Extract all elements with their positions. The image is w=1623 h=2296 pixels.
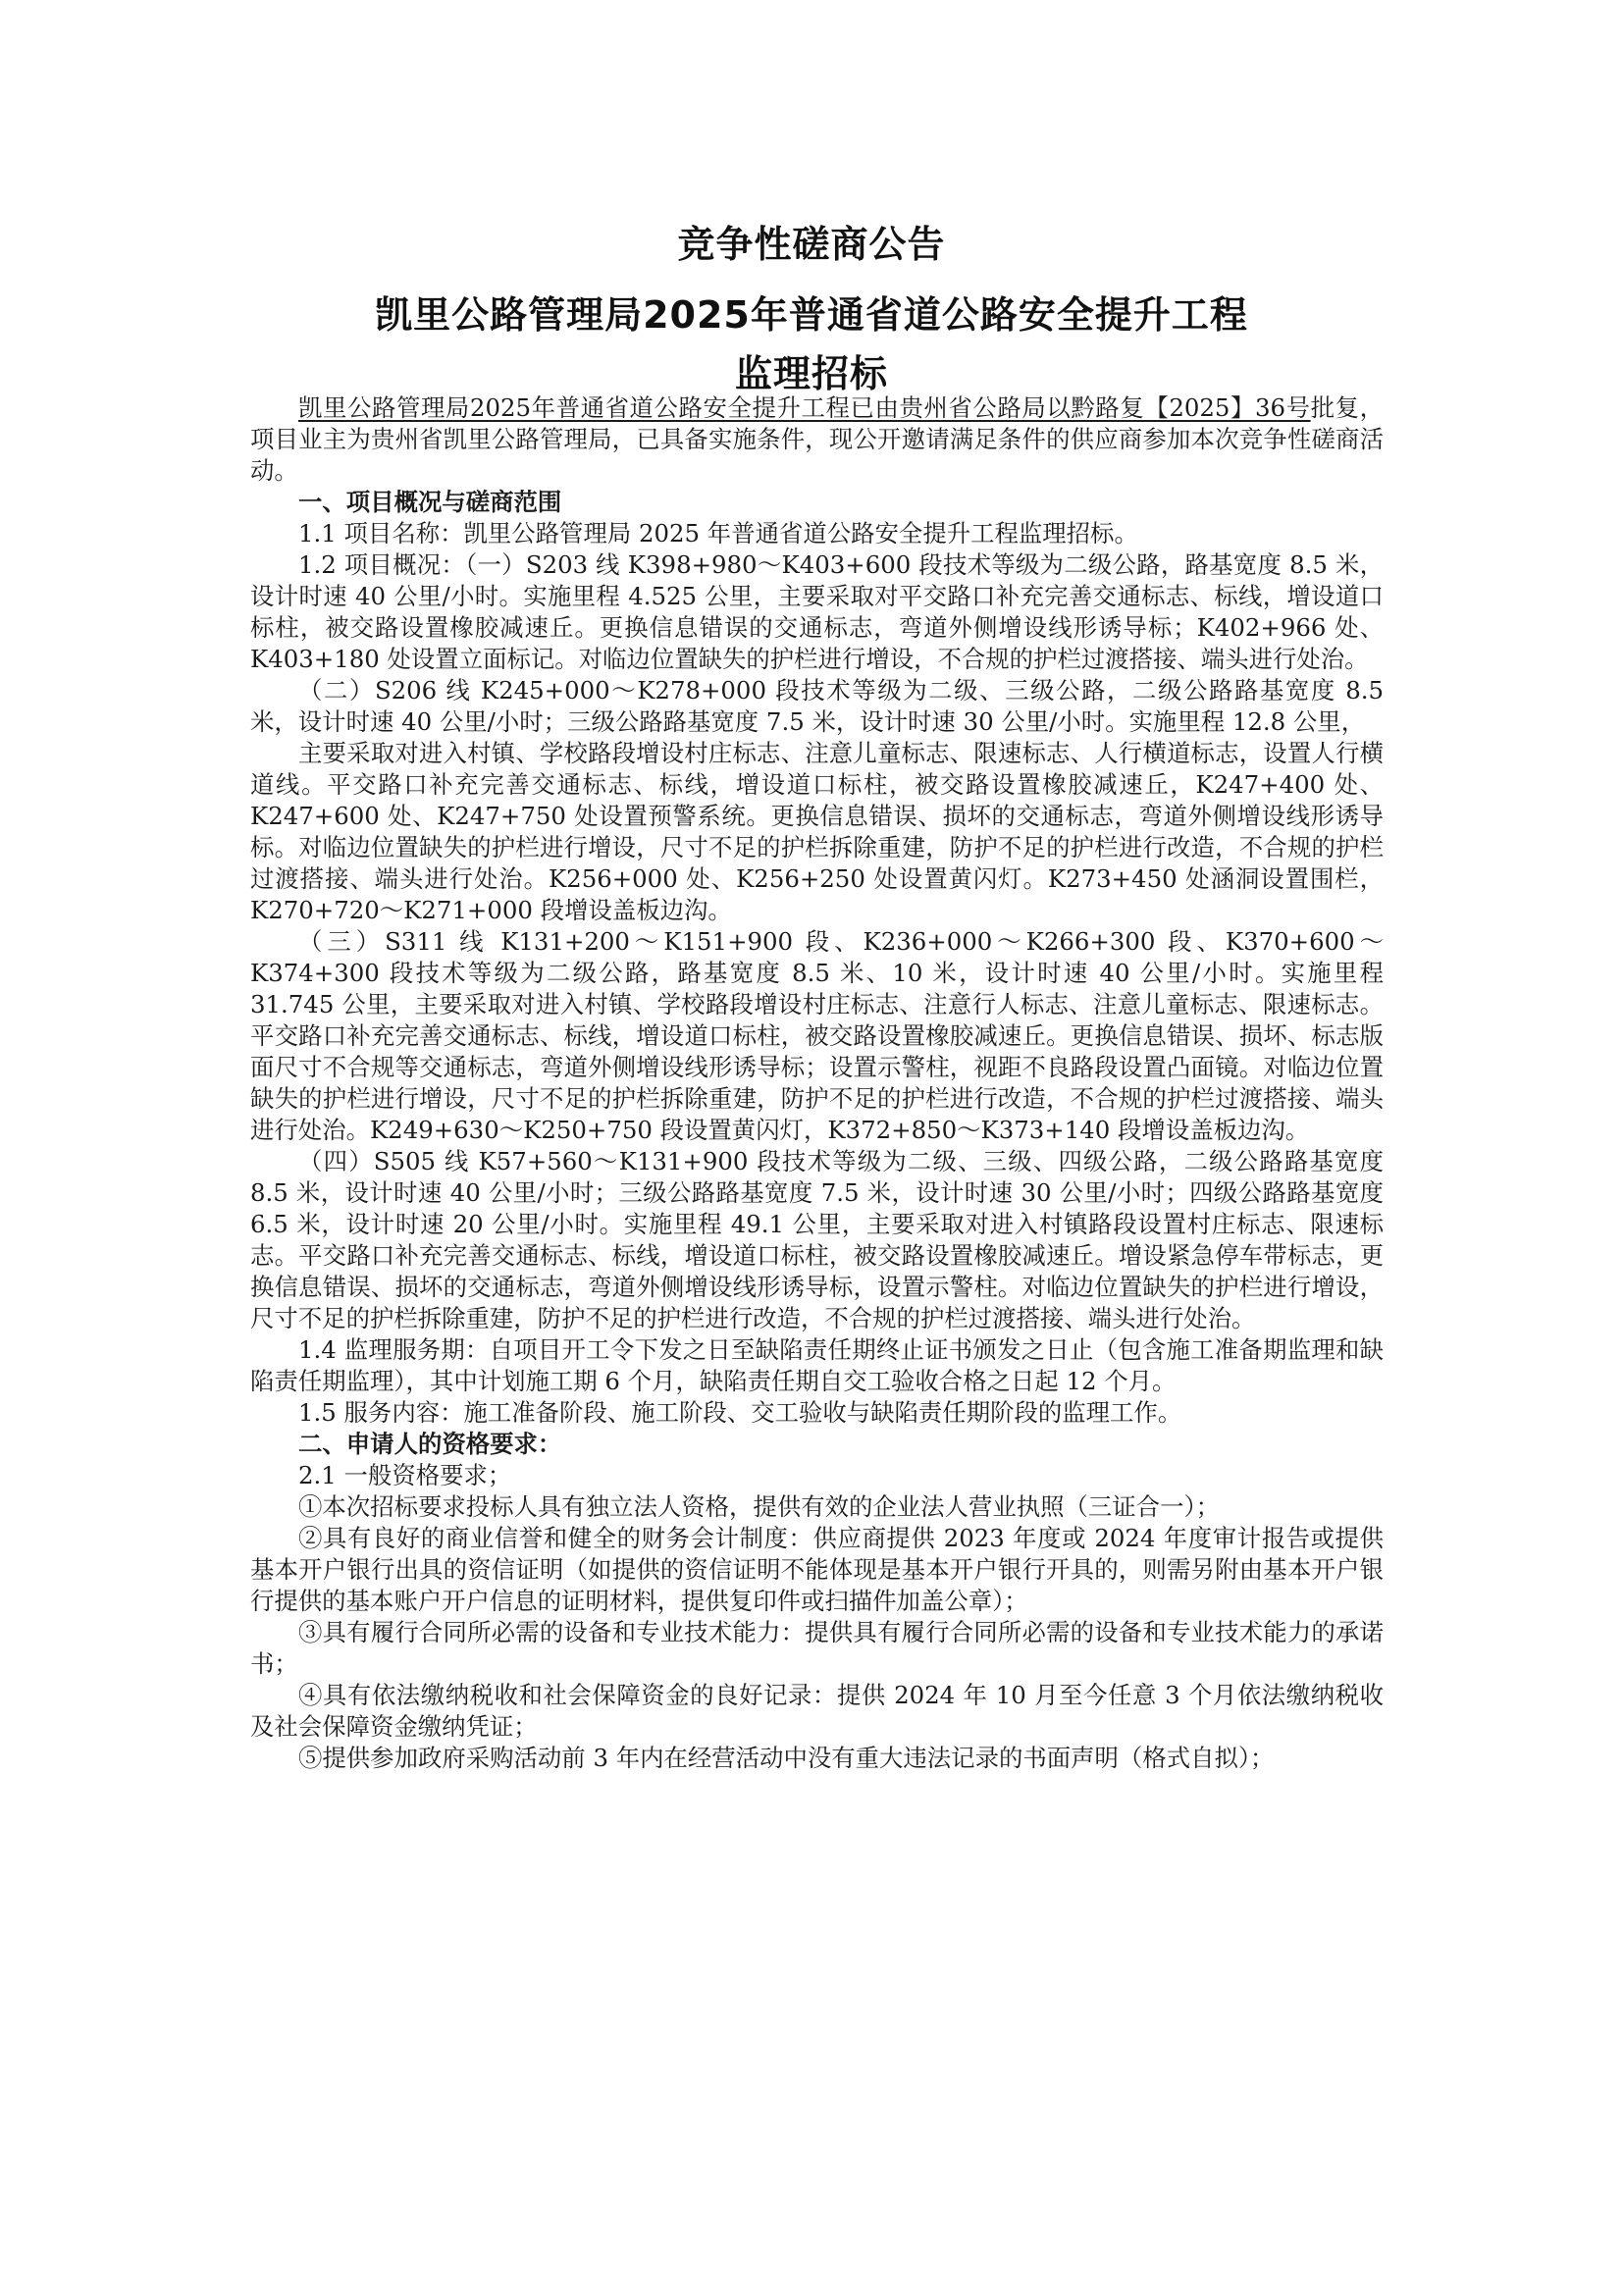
paragraph-1-4: 1.4 监理服务期：自项目开工令下发之日至缺陷责任期终止证书颁发之日止（包含施工准备期监理和缺陷责任期监理），其中计划施工期 6 个月，缺陷责任期自交工验收合格之日起 12 个月。 <box>250 1335 1384 1395</box>
section-1-heading: 一、项目概况与磋商范围 <box>298 488 562 516</box>
requirement-item-1: ①本次招标要求投标人具有独立法人资格，提供有效的企业法人营业执照（三证合一）； <box>298 1492 1221 1521</box>
paragraph-s505: （四）S505 线 K57+560～K131+900 段技术等级为二级、三级、四级公路，二级公路路基宽度 8.5 米，设计时速 40 公里/小时；三级公路路基宽度 7.5 米，设计时速 30 公里/小时；四级公路路基宽度 6.5 米，设计时速 20 公里/小时。实施里程 49.1 公里，主要采取对进入村镇路段设置村庄标志、限速标志。平交路口补充完善交通标志、标线，增设道口标柱，被交路设置橡胶减速丘。增设紧急停车带标志，更换信息错误、损坏的交通标志，弯道外侧增设线形诱导标，设置示警柱。对临边位置缺失的护栏进行增设，尺寸不足的护栏拆除重建，防护不足的护栏进行改造，不合规的护栏过渡搭接、端头进行处治。 <box>250 1147 1384 1332</box>
document-body <box>250 392 1384 1774</box>
project-title: 凯里公路管理局2025年普通省道公路安全提升工程 <box>375 293 1248 337</box>
requirement-item-4: ④具有依法缴纳税收和社会保障资金的良好记录：提供 2024 年 10 月至今任意 3 个月依法缴纳税收及社会保障资金缴纳凭证； <box>250 1681 1384 1741</box>
project-subtitle: 监理招标 <box>734 352 888 395</box>
paragraph-s206-b: 主要采取对进入村镇、学校路段增设村庄标志、注意儿童标志、限速标志、人行横道标志，设置人行横道线。平交路口补充完善交通标志、标线，增设道口标柱，被交路设置橡胶减速丘，K247+400 处、K247+600 处、K247+750 处设置预警系统。更换信息错误、损坏的交通标志，弯道外侧增设线形诱导标。对临边位置缺失的护栏进行增设，尺寸不足的护栏拆除重建，防护不足的护栏进行改造，不合规的护栏过渡搭接、端头进行处治。K256+000 处、K256+250 处设置黄闪灯。K273+450 处涵洞设置围栏，K270+720～K271+000 段增设盖板边沟。 <box>250 739 1384 924</box>
requirement-item-2: ②具有良好的商业信誉和健全的财务会计制度：供应商提供 2023 年度或 2024 年度审计报告或提供基本开户银行出具的资信证明（如提供的资信证明不能体现是基本开户银行开具的，则需另附由基本开户银行提供的基本账户开户信息的证明材料，提供复印件或扫描件加盖公章）； <box>250 1524 1384 1615</box>
paragraph-s206-a: （二）S206 线 K245+000～K278+000 段技术等级为二级、三级公路，二级公路路基宽度 8.5 米，设计时速 40 公里/小时；三级公路路基宽度 7.5 米，设计时速 30 公里/小时。实施里程 12.8 公里， <box>250 676 1384 736</box>
intro-text: 批复，项目业主为贵州省凯里公路管理局，已具备实施条件，现公开邀请满足条件的供应商参加本次竞争性磋商活动。 <box>250 393 1384 485</box>
intro-underlined-text: 凯里公路管理局2025年普通省道公路安全提升工程已由贵州省公路局以黔路复【2025】36号 <box>298 393 1311 422</box>
paragraph-1-2: 1.2 项目概况：（一）S203 线 K398+980～K403+600 段技术等级为二级公路，路基宽度 8.5 米，设计时速 40 公里/小时。实施里程 4.525 公里，主要采取对平交路口补充完善交通标志、标线，增设道口标柱，被交路设置橡胶减速丘。更换信息错误的交通标志，弯道外侧增设线形诱导标；K402+966 处、K403+180 处设置立面标记。对临边位置缺失的护栏进行增设，不合规的护栏过渡搭接、端头进行处治。 <box>250 550 1384 673</box>
intro-paragraph <box>250 392 1384 487</box>
section-2-heading: 二、申请人的资格要求： <box>298 1430 562 1458</box>
requirement-item-3: ③具有履行合同所必需的设备和专业技术能力：提供具有履行合同所必需的设备和专业技术能力的承诺书； <box>250 1618 1384 1678</box>
announcement-title: 竞争性磋商公告 <box>677 223 946 266</box>
paragraph-1-1: 1.1 项目名称：凯里公路管理局 2025 年普通省道公路安全提升工程监理招标。 <box>298 519 1138 548</box>
paragraph-s311: （三）S311 线 K131+200～K151+900 段、K236+000～K266+300 段、K370+600～K374+300 段技术等级为二级公路，路基宽度 8.5 米、10 米，设计时速 40 公里/小时。实施里程 31.745 公里，主要采取对进入村镇、学校路段增设村庄标志、注意行人标志、注意儿童标志、限速标志。平交路口补充完善交通标志、标线，增设道口标柱，被交路设置橡胶减速丘。更换信息错误、损坏、标志版面尺寸不合规等交通标志，弯道外侧增设线形诱导标；设置示警柱，视距不良路段设置凸面镜。对临边位置缺失的护栏进行增设，尺寸不足的护栏拆除重建，防护不足的护栏进行改造，不合规的护栏过渡搭接、端头进行处治。K249+630～K250+750 段设置黄闪灯，K372+850～K373+140 段增设盖板边沟。 <box>250 927 1384 1144</box>
paragraph-1-5: 1.5 服务内容：施工准备阶段、施工阶段、交工验收与缺陷责任期阶段的监理工作。 <box>298 1398 1182 1427</box>
requirement-item-5: ⑤提供参加政府采购活动前 3 年内在经营活动中没有重大违法记录的书面声明（格式自拟）； <box>298 1744 1275 1772</box>
paragraph-2-1: 2.1 一般资格要求； <box>298 1461 512 1489</box>
